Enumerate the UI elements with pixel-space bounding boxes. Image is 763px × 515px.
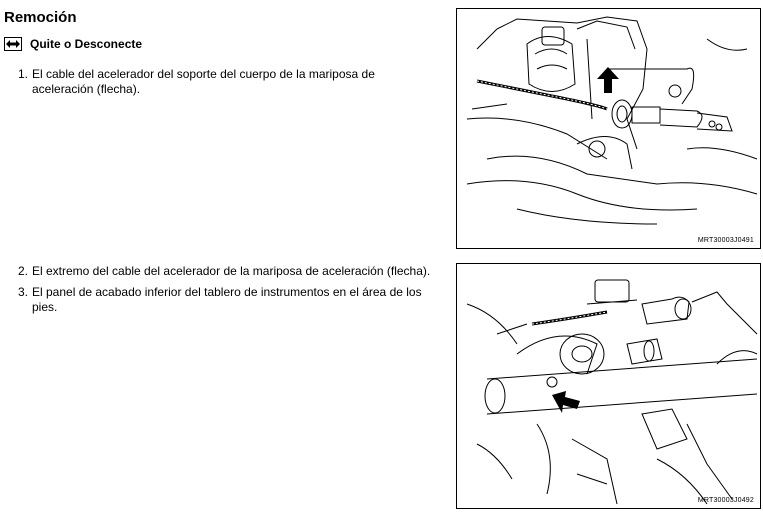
step-2-number: 2. [18, 264, 29, 278]
step-1-number: 1. [18, 67, 29, 81]
step-2-text-line1: El extremo del cable del acelerador de la mariposa de aceleración (flecha). [32, 264, 431, 278]
step-1-text-line2: aceleración (flecha). [32, 82, 141, 96]
subheading [4, 37, 142, 51]
step-2 [18, 264, 458, 280]
figure-1-code: MRT30003J0491 [697, 237, 754, 244]
figure-1 [456, 8, 761, 249]
throttle-cable-illustration [457, 9, 761, 249]
step-3-text-line1: El panel de acabado inferior del tablero de instrumentos en el área de los [32, 285, 422, 299]
page-title: Remoción [4, 9, 77, 26]
step-3-number: 3. [18, 285, 29, 299]
step-1 [18, 67, 438, 99]
subheading-label: Quite o Desconecte [30, 37, 143, 51]
figure-2 [456, 263, 761, 509]
step-3-text-line2: pies. [32, 300, 58, 314]
step-3 [18, 285, 458, 317]
throttle-linkage-illustration [457, 264, 761, 509]
up-arrow-icon [597, 67, 619, 93]
step-1-text-line1: El cable del acelerador del soporte del cuerpo de la mariposa de [32, 67, 375, 81]
figure-2-code: MRT30003J0492 [697, 497, 754, 504]
double-arrow-icon [4, 37, 22, 51]
down-arrow-icon [552, 391, 580, 415]
